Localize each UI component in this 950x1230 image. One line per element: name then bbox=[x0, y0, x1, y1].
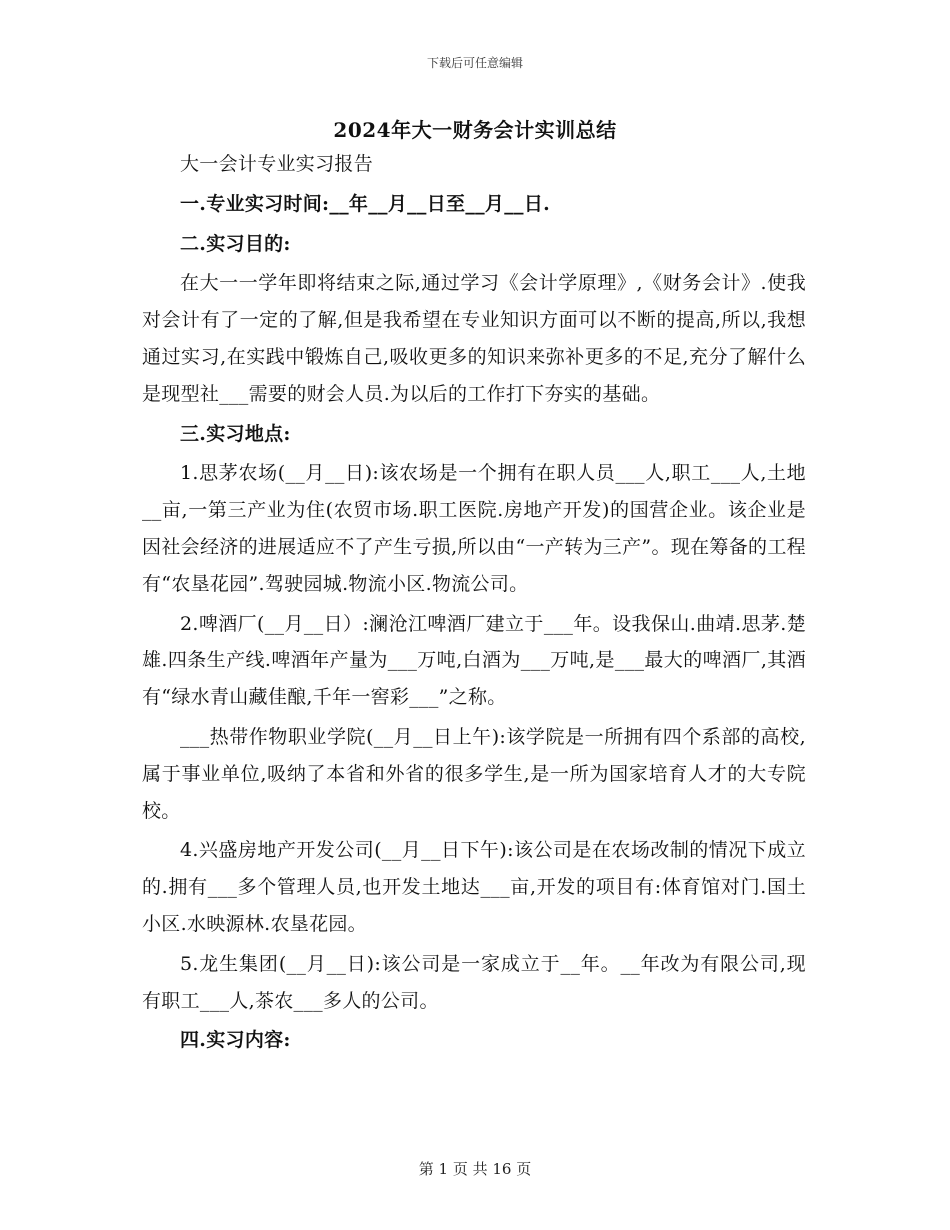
paragraph-location-realestate: 4.兴盛房地产开发公司(__月__日下午):该公司是在农场改制的情况下成立的.拥有___多个管理人员,也开发土地达___亩,开发的项目有:体育馆对门.国土小区.水映源林.农垦花园。 bbox=[142, 839, 806, 935]
paragraph-purpose: 在大一一学年即将结束之际,通过学习《会计学原理》,《财务会计》.使我对会计有了一定的了解,但是我希望在专业知识方面可以不断的提高,所以,我想通过实习,在实践中锻炼自己,吸收更多的知识来弥补更多的不足,充分了解什么是现型社___需要的财会人员.为以后的工作打下夯实的基础。 bbox=[142, 272, 806, 405]
header-note: 下载后可任意编辑 bbox=[426, 56, 523, 70]
paragraph-location-farm: 1.思茅农场(__月__日):该农场是一个拥有在职人员___人,职工___人,土地__亩,一第三产业为住(农贸市场.职工医院.房地产开发)的国营企业。该企业是因社会经济的进展适应不了产生亏损,所以由“一产转为三产”。现在筹备的工程有“农垦花园”.驾驶园城.物流小区.物流公司。 bbox=[142, 462, 806, 595]
paragraph-report-name: 大一会计专业实习报告 bbox=[180, 153, 374, 175]
paragraph-location-group: 5.龙生集团(__月__日):该公司是一家成立于__年。__年改为有限公司,现有职工___人,茶农___多人的公司。 bbox=[142, 952, 806, 1012]
section-heading-location: 三.实习地点: bbox=[180, 422, 291, 445]
paragraph-location-brewery: 2.啤酒厂(__月__日）:澜沧江啤酒厂建立于___年。设我保山.曲靖.思茅.楚雄.四条生产线.啤酒年产量为___万吨,白酒为___万吨,是___最大的啤酒厂,其酒有“绿水青山藏佳酿,千年一窖彩___”之称。 bbox=[142, 612, 806, 709]
section-heading-content: 四.实习内容: bbox=[180, 1029, 291, 1052]
document-body bbox=[142, 146, 806, 1059]
page-number-footer: 第 1 页 共 16 页 bbox=[418, 1160, 532, 1178]
document-title: 2024年大一财务会计实训总结 bbox=[333, 118, 617, 142]
section-heading-time: 一.专业实习时间:__年__月__日至__月__日. bbox=[180, 192, 551, 215]
paragraph-location-college: ___热带作物职业学院(__月__日上午):该学院是一所拥有四个系部的高校,属于事业单位,吸纳了本省和外省的很多学生,是一所为国家培育人才的大专院校。 bbox=[142, 725, 806, 822]
section-heading-purpose: 二.实习目的: bbox=[180, 232, 291, 255]
